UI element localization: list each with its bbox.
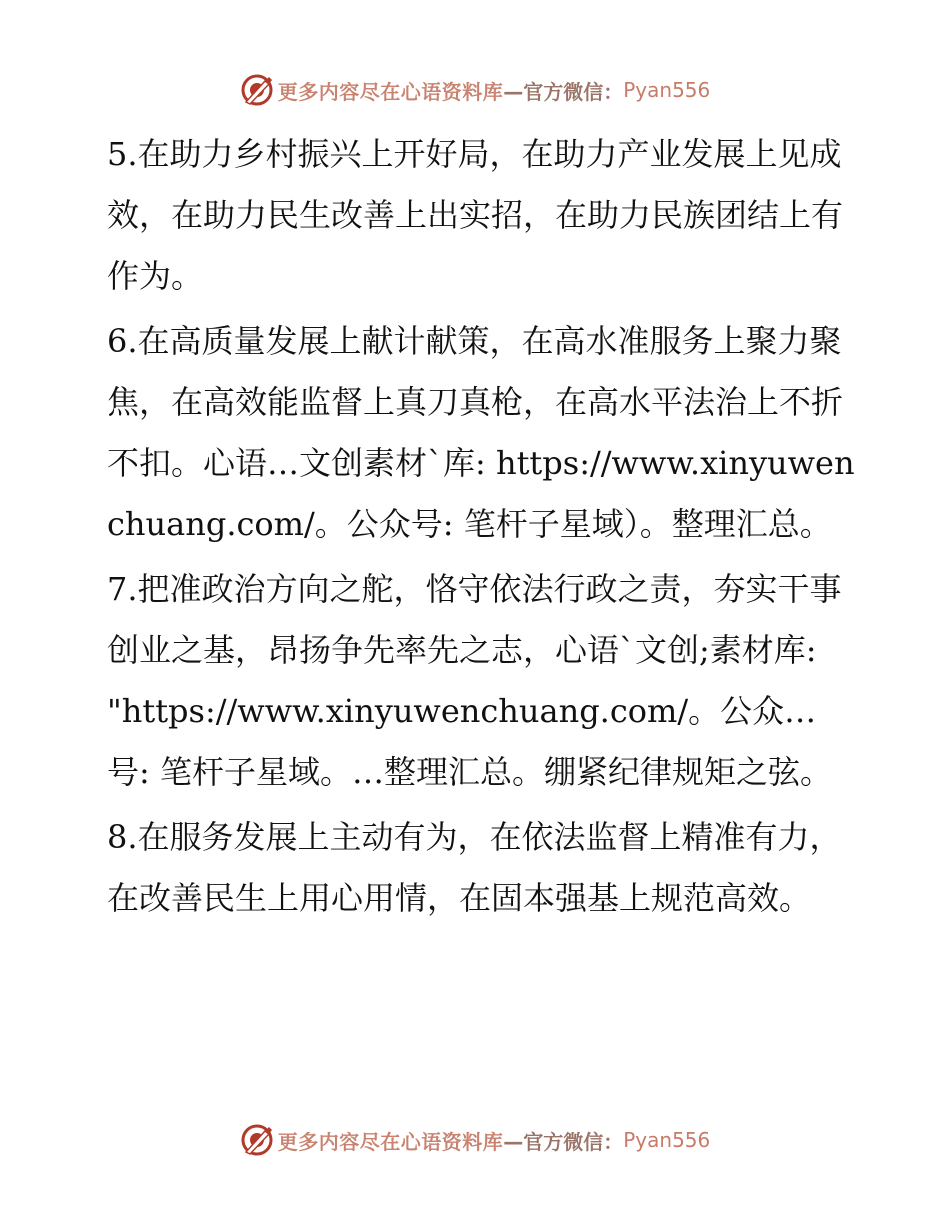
header-banner-title: 更多内容尽在心语资料库 (277, 79, 504, 104)
footer-banner-title: 更多内容尽在心语资料库 (277, 1129, 504, 1154)
pen-circle-logo-icon (240, 1123, 274, 1157)
paragraph-5: 5.在助力乡村振兴上开好局，在助力产业发展上见成效，在助力民生改善上出实招，在助力民族团结上有作为。 (107, 135, 844, 295)
header-banner (0, 72, 950, 108)
header-banner-wechat-label: —官方微信： (503, 79, 624, 104)
footer-banner-wechat-label: —官方微信： (503, 1129, 624, 1154)
footer-banner (0, 1122, 950, 1158)
paragraph-7: 7.把准政治方向之舵，恪守依法行政之责，夯实干事创业之基，昂扬争先率先之志，心语`文创;素材库: "https://www.xinyuwenchuang.com/。公众…号: 笔杆子星域。…整理汇总。绷紧纪律规矩之弦。 (107, 570, 842, 791)
document-body (97, 124, 857, 933)
paragraph-8: 8.在服务发展上主动有为，在依法监督上精准有力，在改善民生上用心用情，在固本强基上规范高效。 (107, 818, 842, 917)
footer-banner-wechat-id: Pyan556 (623, 1128, 711, 1152)
paragraph-6: 6.在高质量发展上献计献策，在高水准服务上聚力聚焦，在高效能监督上真刀真枪，在高水平法治上不折不扣。心语…文创素材`库: https://www.xinyuwenchuang.com/。公众号: 笔杆子星域）。整理汇总。 (107, 322, 855, 543)
pen-circle-logo-icon (240, 73, 274, 107)
header-banner-wechat-id: Pyan556 (623, 78, 711, 102)
